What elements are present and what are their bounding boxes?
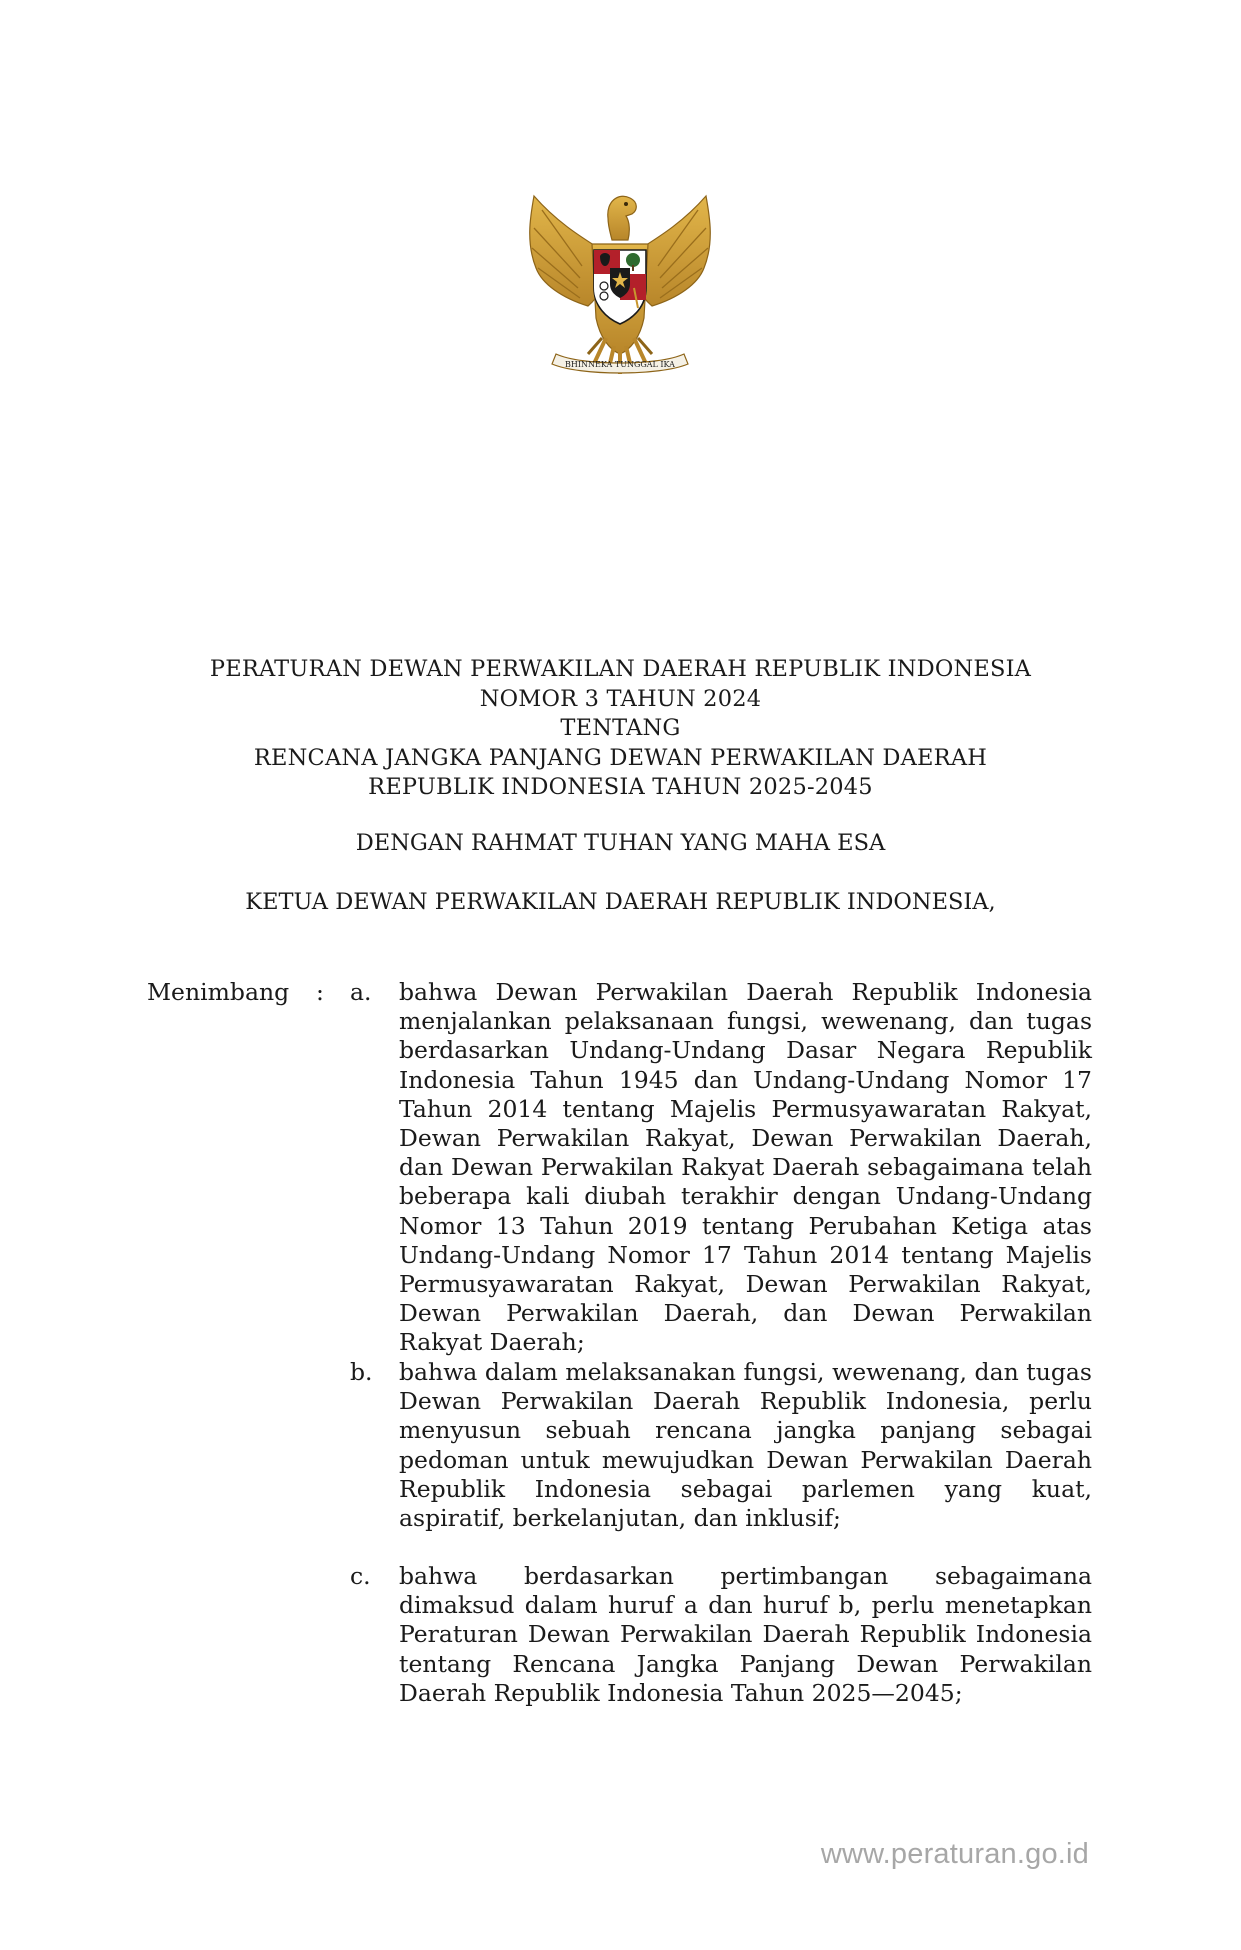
clause-text: bahwa Dewan Perwakilan Daerah Republik Indonesia menjalankan pelaksanaan fungsi, wewenang, dan tugas berdasarkan Undang-Undang Dasar Negara Republik Indonesia Tahun 1945 dan Undang-Undang Nomor 17 Tahun 2014 tentang Majelis Permusyawaratan Rakyat, Dewan Perwakilan Rakyat, Dewan Perwakilan Daerah, dan Dewan Perwakilan Rakyat Daerah sebagaimana telah beberapa kali diubah terakhir dengan Undang-Undang Nomor 13 Tahun 2019 tentang Perubahan Ketiga atas Undang-Undang Nomor 17 Tahun 2014 tentang Majelis Permusyawaratan Rakyat, Dewan Perwakilan Rakyat, Dewan Perwakilan Daerah, dan Dewan Perwakilan Rakyat Daerah;	[399, 978, 1092, 1357]
clause-letter: a.	[350, 978, 372, 1006]
title-line-2: NOMOR 3 TAHUN 2024	[479, 685, 762, 712]
clause-text: bahwa dalam melaksanakan fungsi, wewenang, dan tugas Dewan Perwakilan Daerah Republik Indonesia, perlu menyusun sebuah rencana jangka panjang sebagai pedoman untuk mewujudkan Dewan Perwakilan Daerah Republik Indonesia sebagai parlemen yang kuat, aspiratif, berkelanjutan, dan inklusif;	[399, 1358, 1092, 1533]
clause-letter: b.	[350, 1358, 373, 1386]
title-line-1: PERATURAN DEWAN PERWAKILAN DAERAH REPUBLIK INDONESIA	[209, 656, 1032, 682]
clause-b	[350, 1358, 1092, 1533]
considering-label: Menimbang	[147, 978, 290, 1006]
clause-letter: c.	[350, 1562, 371, 1590]
source-watermark: www.peraturan.go.id	[820, 1838, 1089, 1870]
emblem-motto: BHINNEKA TUNGGAL IKA	[565, 360, 675, 369]
title-line-5: REPUBLIK INDONESIA TAHUN 2025-2045	[368, 774, 873, 800]
title-line-3: TENTANG	[560, 715, 681, 741]
regulation-title	[0, 655, 1241, 803]
considering-colon: :	[316, 978, 324, 1006]
issuer-line: KETUA DEWAN PERWAKILAN DAERAH REPUBLIK INDONESIA,	[245, 889, 996, 915]
title-line-4: RENCANA JANGKA PANJANG DEWAN PERWAKILAN DAERAH	[253, 744, 988, 771]
clause-text: bahwa berdasarkan pertimbangan sebagaimana dimaksud dalam huruf a dan huruf b, perlu menetapkan Peraturan Dewan Perwakilan Daerah Republik Indonesia tentang Rencana Jangka Panjang Dewan Perwakilan Daerah Republik Indonesia Tahun 2025—2045;	[399, 1562, 1092, 1707]
clause-a	[350, 978, 1092, 1358]
invocation: DENGAN RAHMAT TUHAN YANG MAHA ESA	[355, 830, 886, 856]
clause-c	[350, 1562, 1092, 1708]
garuda-pancasila-emblem-icon	[522, 188, 718, 378]
